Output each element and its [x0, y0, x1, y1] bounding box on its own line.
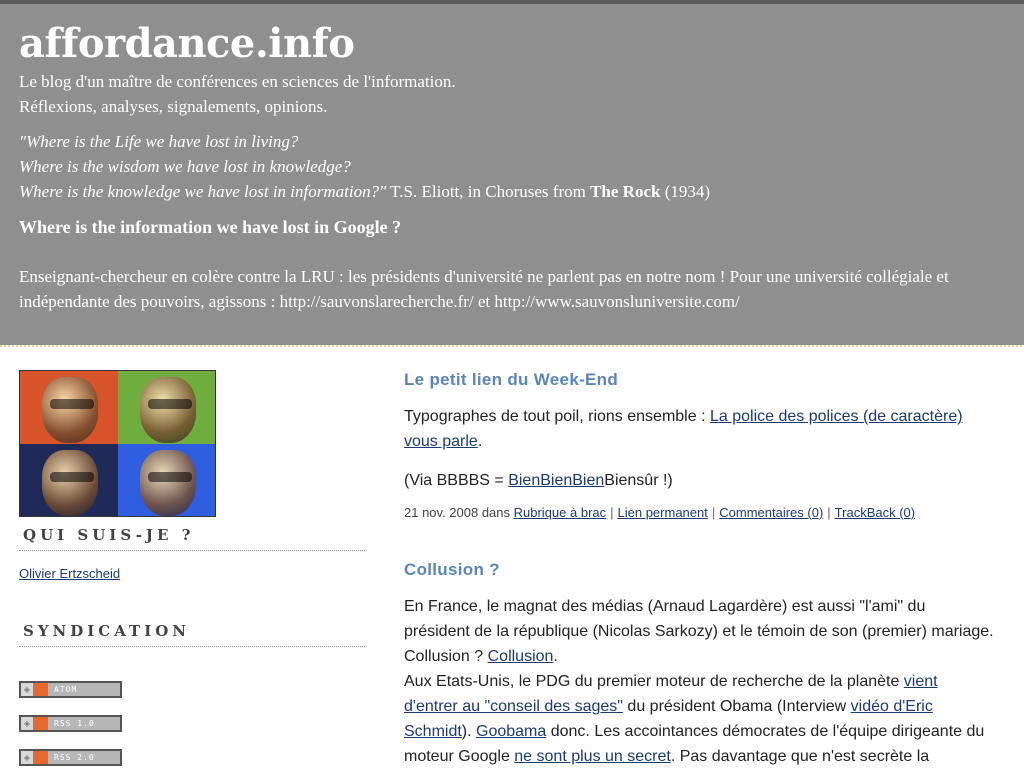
police-link[interactable]: La police des polices (de caractère) vous parle [404, 408, 963, 450]
post-paragraph [404, 404, 994, 454]
rss2-feed-badge[interactable]: ◈ RSS 2.0 [19, 749, 122, 766]
collusion-link[interactable]: Collusion [487, 648, 554, 665]
author-link[interactable]: Olivier Ertzscheid [19, 566, 121, 581]
permalink[interactable]: Lien permanent [617, 505, 708, 520]
about-heading: QUI SUIS-JE ? [19, 517, 365, 551]
post-week-end [404, 370, 994, 520]
syndication-heading: SYNDICATION [19, 613, 365, 647]
paragraph-text: du président Obama (Interview [622, 698, 851, 715]
quote-attribution [386, 182, 710, 201]
description-line-1: Le blog d'un maître de conférences en sciences de l'information. [19, 72, 456, 91]
secret-link[interactable]: ne sont plus un secret [514, 748, 671, 765]
rss1-feed-badge[interactable]: ◈ RSS 1.0 [19, 715, 122, 732]
google-question: Where is the information we have lost in Google ? [19, 217, 402, 237]
goobama-link[interactable]: Goobama [476, 723, 547, 740]
syndication-badges [19, 681, 365, 766]
post-collusion [404, 560, 994, 769]
main-column [404, 370, 994, 769]
post-paragraph [404, 468, 994, 493]
site-description [19, 69, 1005, 119]
conseil-des-sages-link[interactable]: vient d'entrer au "conseil des sages" [404, 673, 938, 715]
paragraph-text: Aux Etats-Unis, le PDG du premier moteur de recherche de la planète [404, 673, 904, 690]
quote-line-2: Where is the wisdom we have lost in knowledge? [19, 157, 351, 176]
avatar-panel-blue [118, 444, 216, 517]
lru-statement: Enseignant-chercheur en colère contre la LRU : les présidents d'université ne parlent pas en notre nom ! Pour une université collégiale et indépendante des pouvoirs, agissons : http://sauvonslarecherche.fr/ et http://www.sauvonsluniversite.com/ [19, 267, 949, 311]
paragraph-text: Typographes de tout poil, rions ensemble : [404, 408, 710, 425]
quote-line-3: Where is the knowledge we have lost in information?" [19, 182, 387, 201]
page-content [0, 345, 1024, 775]
comments-link[interactable]: Commentaires (0) [719, 505, 824, 520]
site-title[interactable]: affordance.info [19, 20, 355, 67]
feed-icon: ◈ [21, 683, 34, 696]
eric-schmidt-video-link[interactable]: vidéo d'Eric Schmidt [404, 698, 933, 740]
avatar-panel-navy [20, 444, 118, 517]
post-paragraph [404, 594, 994, 769]
paragraph-text: . Pas davantage que n'est secrète la [670, 748, 930, 765]
site-banner [0, 4, 1024, 345]
paragraph-text: (Via BBBBS = [404, 472, 509, 489]
feed-icon: ◈ [21, 751, 34, 764]
paragraph-text: ). [461, 723, 477, 740]
post-meta: 21 nov. 2008 dans Rubrique à brac | Lien permanent | Commentaires (0) | TrackBack (0) [404, 505, 916, 520]
quote-attribution-year: (1934) [660, 182, 711, 201]
avatar-panel-green [118, 371, 216, 444]
post-title[interactable]: Le petit lien du Week-End [404, 370, 619, 389]
atom-feed-badge[interactable]: ◈ ATOM [19, 681, 122, 698]
paragraph-text: . [477, 433, 483, 450]
description-line-2: Réflexions, analyses, signalements, opinions. [19, 97, 328, 116]
eliot-quote [19, 129, 1005, 204]
paragraph-text: . [553, 648, 558, 665]
post-date: 21 nov. 2008 dans [404, 505, 514, 520]
trackback-link[interactable]: TrackBack (0) [834, 505, 916, 520]
category-link[interactable]: Rubrique à brac [513, 505, 607, 520]
avatar-panel-orange [20, 371, 118, 444]
author-avatar [19, 370, 216, 517]
sidebar [19, 370, 365, 766]
post-title[interactable]: Collusion ? [404, 560, 500, 579]
paragraph-text: donc. Les accointances démocrates de l'équipe dirigeante du moteur Google [404, 723, 985, 765]
paragraph-text: Biensûr !) [604, 472, 673, 489]
feed-icon: ◈ [21, 717, 34, 730]
quote-attribution-title: The Rock [590, 182, 661, 201]
paragraph-text: En France, le magnat des médias (Arnaud Lagardère) est aussi "l'ami" du président de la république (Nicolas Sarkozy) et le témoin de son (premier) mariage. Collusion ? [404, 598, 994, 665]
quote-line-1: "Where is the Life we have lost in living? [19, 132, 299, 151]
quote-attribution-pre: T.S. Eliott, in Choruses from [386, 182, 591, 201]
bienbienbien-link[interactable]: BienBienBien [508, 472, 605, 489]
